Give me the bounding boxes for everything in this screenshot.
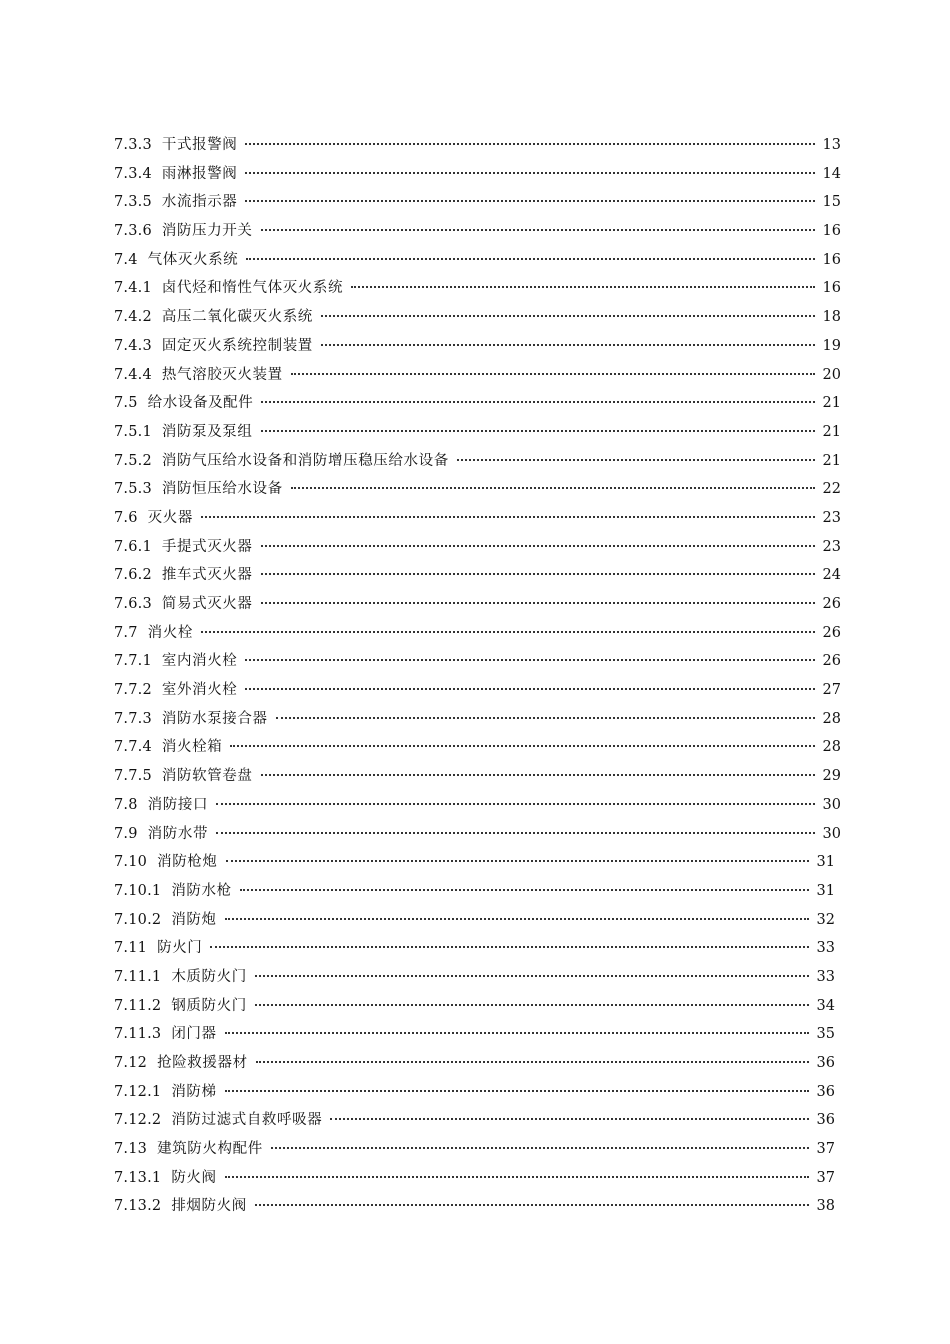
toc-entry-number: 7.12 — [114, 1055, 148, 1071]
toc-entry[interactable] — [114, 791, 841, 820]
toc-dot-leader — [255, 1204, 809, 1206]
toc-entry-page-number: 30 — [822, 825, 841, 842]
toc-entry[interactable] — [114, 274, 841, 303]
toc-entry-page-number: 36 — [816, 1112, 835, 1129]
toc-entry-page-number: 30 — [822, 796, 841, 813]
toc-entry-page-number: 28 — [822, 710, 841, 727]
toc-entry-page-number: 23 — [822, 538, 841, 555]
toc-dot-leader — [245, 172, 814, 174]
toc-entry-page-number: 18 — [822, 309, 841, 326]
toc-entry-title: 水流指示器 — [161, 194, 238, 211]
toc-entry-page-number: 34 — [816, 997, 835, 1014]
toc-entry-page-number: 20 — [822, 366, 841, 383]
toc-entry-page-number: 22 — [822, 481, 841, 498]
toc-entry[interactable] — [114, 1049, 841, 1078]
toc-entry[interactable] — [114, 906, 841, 935]
toc-entry[interactable] — [114, 361, 841, 390]
toc-entry-number: 7.12.2 — [114, 1112, 162, 1129]
toc-dot-leader — [255, 975, 809, 977]
toc-dot-leader — [210, 946, 808, 948]
table-of-contents — [114, 131, 841, 1221]
toc-entry[interactable] — [114, 332, 841, 361]
toc-entry[interactable] — [114, 188, 841, 217]
toc-entry-page-number: 26 — [822, 596, 841, 612]
toc-entry[interactable] — [114, 619, 841, 648]
toc-dot-leader — [330, 1118, 808, 1120]
toc-entry-number: 7.7.5 — [114, 768, 152, 785]
toc-entry[interactable] — [114, 934, 841, 963]
toc-entry[interactable] — [114, 475, 841, 504]
toc-entry-title: 消防炮 — [171, 911, 217, 928]
toc-dot-leader — [261, 401, 814, 403]
toc-entry-number: 7.10.1 — [114, 882, 162, 899]
toc-entry-page-number: 21 — [822, 395, 841, 412]
toc-dot-leader — [216, 832, 814, 834]
toc-entry-page-number: 31 — [816, 854, 835, 871]
toc-entry[interactable] — [114, 561, 841, 590]
toc-entry-number: 7.3.5 — [114, 194, 152, 211]
toc-dot-leader — [291, 373, 815, 375]
toc-entry[interactable] — [114, 877, 841, 906]
toc-dot-leader — [261, 774, 815, 776]
toc-entry-title: 气体灭火系统 — [147, 251, 239, 268]
toc-dot-leader — [245, 143, 814, 145]
toc-entry-number: 7.3.3 — [114, 137, 152, 153]
toc-dot-leader — [226, 860, 809, 862]
toc-dot-leader — [351, 286, 814, 288]
toc-dot-leader — [245, 659, 814, 661]
toc-entry[interactable] — [114, 160, 841, 189]
toc-entry-title: 消防接口 — [147, 796, 209, 813]
toc-dot-leader — [216, 803, 814, 805]
toc-dot-leader — [261, 573, 815, 575]
toc-dot-leader — [240, 889, 809, 891]
toc-dot-leader — [321, 344, 815, 346]
toc-entry-number: 7.4 — [114, 251, 138, 268]
toc-entry-title: 消防压力开关 — [161, 223, 253, 240]
toc-entry-title: 灭火器 — [147, 509, 193, 526]
toc-entry-title: 热气溶胶灭火装置 — [161, 366, 283, 383]
toc-entry-number: 7.4.3 — [114, 337, 152, 354]
toc-dot-leader — [276, 717, 815, 719]
toc-entry-page-number: 21 — [822, 452, 841, 469]
toc-dot-leader — [230, 745, 814, 747]
toc-dot-leader — [245, 688, 814, 690]
toc-entry[interactable] — [114, 1192, 841, 1221]
toc-entry[interactable] — [114, 1078, 841, 1107]
toc-entry-page-number: 21 — [822, 423, 841, 440]
toc-entry-title: 消火栓箱 — [161, 739, 223, 756]
toc-entry-title: 消防软管卷盘 — [161, 768, 253, 785]
toc-dot-leader — [256, 1061, 809, 1063]
toc-dot-leader — [255, 1004, 809, 1006]
toc-dot-leader — [201, 516, 815, 518]
toc-entry-title: 推车式灭火器 — [161, 567, 253, 584]
toc-entry-number: 7.6.2 — [114, 567, 152, 584]
toc-entry-number: 7.7 — [114, 624, 138, 641]
toc-entry[interactable] — [114, 1135, 841, 1164]
toc-entry-title: 室内消火栓 — [161, 653, 238, 670]
toc-entry-title: 消防水带 — [147, 825, 209, 842]
toc-entry-title: 防火阀 — [171, 1169, 217, 1186]
toc-entry-title: 消防气压给水设备和消防增压稳压给水设备 — [161, 452, 449, 469]
toc-entry-number: 7.11 — [114, 940, 148, 957]
toc-entry-page-number: 29 — [822, 768, 841, 785]
toc-entry-page-number: 38 — [816, 1198, 835, 1215]
toc-entry[interactable] — [114, 848, 841, 877]
toc-entry[interactable] — [114, 963, 841, 992]
toc-entry[interactable] — [114, 418, 841, 447]
toc-entry-page-number: 28 — [822, 739, 841, 756]
toc-entry-number: 7.3.6 — [114, 223, 152, 240]
toc-entry-page-number: 16 — [822, 223, 841, 240]
toc-entry-title: 防火门 — [157, 940, 203, 957]
toc-entry-title: 固定灭火系统控制装置 — [161, 337, 313, 354]
toc-entry-title: 木质防火门 — [171, 968, 247, 985]
toc-entry-title: 消防枪炮 — [157, 854, 218, 871]
toc-entry-title: 消防梯 — [171, 1083, 217, 1100]
toc-entry[interactable] — [114, 131, 841, 160]
toc-entry-number: 7.13 — [114, 1141, 148, 1158]
toc-dot-leader — [261, 545, 815, 547]
toc-entry-page-number: 35 — [816, 1026, 835, 1043]
toc-entry-number: 7.4.4 — [114, 366, 152, 383]
toc-entry[interactable] — [114, 820, 841, 849]
toc-entry-number: 7.11.1 — [114, 968, 162, 985]
toc-entry-page-number: 27 — [822, 682, 841, 699]
toc-entry-number: 7.6 — [114, 509, 138, 526]
toc-entry[interactable] — [114, 647, 841, 676]
toc-entry-page-number: 31 — [816, 882, 835, 899]
toc-entry-page-number: 23 — [822, 509, 841, 526]
toc-dot-leader — [245, 200, 814, 202]
toc-entry-title: 高压二氧化碳灭火系统 — [161, 309, 313, 326]
toc-entry-page-number: 37 — [816, 1169, 835, 1186]
toc-entry[interactable] — [114, 447, 841, 476]
toc-entry-page-number: 26 — [822, 624, 841, 641]
toc-entry-page-number: 32 — [816, 911, 835, 928]
toc-entry[interactable] — [114, 533, 841, 562]
toc-entry-number: 7.8 — [114, 796, 138, 813]
toc-entry-page-number: 16 — [822, 251, 841, 268]
toc-entry[interactable] — [114, 303, 841, 332]
toc-dot-leader — [225, 1176, 809, 1178]
toc-entry-number: 7.6.3 — [114, 596, 152, 612]
toc-entry[interactable] — [114, 705, 841, 734]
toc-entry-title: 建筑防火构配件 — [157, 1141, 263, 1158]
toc-entry-title: 消防恒压给水设备 — [161, 481, 283, 498]
toc-entry-title: 消火栓 — [147, 624, 193, 641]
toc-entry-title: 消防水泵接合器 — [161, 710, 268, 727]
toc-entry[interactable] — [114, 1020, 841, 1049]
toc-entry-page-number: 36 — [816, 1083, 835, 1100]
toc-entry-number: 7.5.3 — [114, 481, 152, 498]
toc-entry[interactable] — [114, 1106, 841, 1135]
toc-entry[interactable] — [114, 733, 841, 762]
toc-entry-page-number: 13 — [822, 137, 841, 153]
toc-entry-page-number: 26 — [822, 653, 841, 670]
toc-entry-number: 7.5.2 — [114, 452, 152, 469]
toc-entry-number: 7.11.3 — [114, 1026, 162, 1043]
toc-entry-number: 7.7.3 — [114, 710, 152, 727]
toc-entry-number: 7.13.2 — [114, 1198, 162, 1215]
toc-entry-title: 消防泵及泵组 — [161, 423, 253, 440]
toc-entry-page-number: 15 — [822, 194, 841, 211]
toc-dot-leader — [291, 487, 815, 489]
toc-dot-leader — [246, 258, 814, 260]
toc-entry[interactable] — [114, 676, 841, 705]
toc-entry[interactable] — [114, 389, 841, 418]
toc-entry-number: 7.3.4 — [114, 165, 152, 182]
toc-entry-title: 闭门器 — [171, 1026, 217, 1043]
toc-entry[interactable] — [114, 246, 841, 275]
toc-entry-number: 7.7.2 — [114, 682, 152, 699]
toc-dot-leader — [261, 602, 815, 604]
toc-entry-page-number: 16 — [822, 280, 841, 297]
toc-entry-page-number: 24 — [822, 567, 841, 584]
toc-entry-number: 7.7.1 — [114, 653, 152, 670]
toc-entry[interactable] — [114, 992, 841, 1021]
toc-entry[interactable] — [114, 1164, 841, 1193]
toc-entry-number: 7.10.2 — [114, 911, 162, 928]
toc-entry-number: 7.11.2 — [114, 997, 162, 1014]
toc-entry-title: 给水设备及配件 — [147, 395, 254, 412]
toc-entry-number: 7.4.2 — [114, 309, 152, 326]
toc-entry-number: 7.5 — [114, 395, 138, 412]
toc-entry-title: 消防水枪 — [171, 882, 232, 899]
toc-entry-page-number: 19 — [822, 337, 841, 354]
toc-entry[interactable] — [114, 762, 841, 791]
toc-entry-number: 7.13.1 — [114, 1169, 162, 1186]
toc-entry-number: 7.10 — [114, 854, 148, 871]
toc-entry-number: 7.4.1 — [114, 280, 152, 297]
toc-entry-title: 钢质防火门 — [171, 997, 247, 1014]
toc-dot-leader — [321, 315, 815, 317]
toc-entry-page-number: 33 — [816, 968, 835, 985]
toc-entry-title: 消防过滤式自救呼吸器 — [171, 1112, 323, 1129]
toc-dot-leader — [201, 631, 815, 633]
toc-entry-number: 7.9 — [114, 825, 138, 842]
toc-entry-number: 7.6.1 — [114, 538, 152, 555]
toc-entry-number: 7.7.4 — [114, 739, 152, 756]
toc-entry-title: 卤代烃和惰性气体灭火系统 — [161, 280, 344, 297]
toc-entry[interactable] — [114, 504, 841, 533]
toc-dot-leader — [225, 1090, 809, 1092]
toc-dot-leader — [225, 918, 809, 920]
toc-entry[interactable] — [114, 217, 841, 246]
toc-entry[interactable] — [114, 590, 841, 619]
toc-entry-title: 简易式灭火器 — [161, 596, 253, 612]
toc-entry-title: 抢险救援器材 — [157, 1055, 248, 1071]
toc-dot-leader — [261, 229, 815, 231]
toc-entry-title: 排烟防火阀 — [171, 1198, 247, 1215]
toc-dot-leader — [457, 459, 815, 461]
toc-dot-leader — [271, 1147, 809, 1149]
toc-entry-title: 干式报警阀 — [161, 137, 238, 153]
toc-dot-leader — [261, 430, 815, 432]
toc-entry-page-number: 14 — [822, 165, 841, 182]
toc-entry-page-number: 33 — [816, 940, 835, 957]
toc-entry-page-number: 36 — [816, 1055, 835, 1071]
toc-entry-title: 室外消火栓 — [161, 682, 238, 699]
toc-entry-page-number: 37 — [816, 1141, 835, 1158]
toc-dot-leader — [225, 1032, 809, 1034]
toc-entry-title: 手提式灭火器 — [161, 538, 253, 555]
toc-entry-number: 7.12.1 — [114, 1083, 162, 1100]
toc-entry-number: 7.5.1 — [114, 423, 152, 440]
toc-entry-title: 雨淋报警阀 — [161, 165, 238, 182]
